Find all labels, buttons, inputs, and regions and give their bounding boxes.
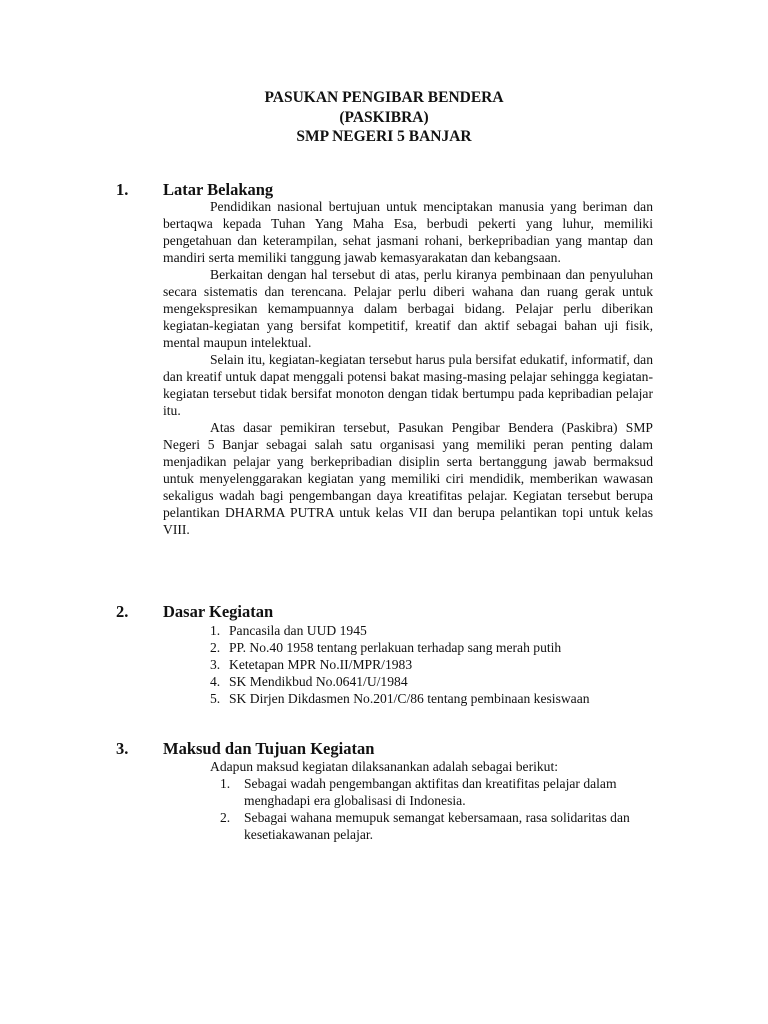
paragraph-1: Pendidikan nasional bertujuan untuk menciptakan manusia yang beriman dan bertaqwa kepada Tuhan Yang Maha Esa, berbudi pekerti yang luhur, memiliki pengetahuan dan keterampilan, sehat jasmani rohani, berkepribadian yang mantap dan mandiri serta memiliki tanggung jawab kemasyarakatan dan kebangsaan.	[163, 199, 653, 265]
title-line-2: (PASKIBRA)	[339, 108, 429, 126]
title-line-3: SMP NEGERI 5 BANJAR	[296, 128, 472, 145]
title-line-1: PASUKAN PENGIBAR BENDERA	[264, 89, 504, 106]
list-item	[220, 809, 660, 843]
list-item	[210, 639, 660, 656]
list-item-number: 2.	[210, 640, 221, 655]
section-1-number: 1.	[116, 180, 129, 199]
dasar-kegiatan-list	[210, 622, 660, 707]
paragraph-3: Selain itu, kegiatan-kegiatan tersebut harus pula bersifat edukatif, informatif, dan dan kreatif untuk dapat menggali potensi bakat masing-masing pelajar sehingga kegiatan-kegiatan tersebut tidak bersifat monoton dengan tidak bertumpu pada kepribadian pelajar itu.	[163, 352, 653, 418]
section-1-body	[163, 198, 653, 538]
list-item-text: Ketetapan MPR No.II/MPR/1983	[229, 657, 413, 672]
list-item-number: 4.	[210, 674, 221, 689]
section-2-title: Dasar Kegiatan	[163, 602, 274, 621]
list-item-text: SK Dirjen Dikdasmen No.201/C/86 tentang pembinaan kesiswaan	[229, 691, 590, 706]
section-3-number: 3.	[116, 739, 129, 758]
list-item-number: 2.	[220, 810, 231, 825]
maksud-tujuan-list	[220, 775, 660, 843]
paragraph-2: Berkaitan dengan hal tersebut di atas, perlu kiranya pembinaan dan penyuluhan secara sistematis dan terencana. Pelajar perlu diberi wahana dan ruang gerak untuk mengekspresikan kemampuannya dalam berbagai bidang. Pelajar perlu diberikan kegiatan-kegiatan yang bersifat kompetitif, kreatif dan aktif sebagai bahan uji fisik, mental maupun intelektual.	[163, 267, 653, 350]
section-1-title: Latar Belakang	[163, 180, 274, 199]
list-item-number: 5.	[210, 691, 221, 706]
list-item-number: 1.	[220, 776, 231, 791]
section-3-intro: Adapun maksud kegiatan dilaksanankan adalah sebagai berikut:	[210, 759, 559, 774]
paragraph-4: Atas dasar pemikiran tersebut, Pasukan Pengibar Bendera (Paskibra) SMP Negeri 5 Banjar sebagai salah satu organisasi yang memiliki peran penting dalam menjadikan pelajar yang berkepribadian disiplin serta bertanggung jawab bermaksud untuk menyelenggarakan kegiatan yang memiliki ciri mendidik, memberikan wawasan sekaligus wadah bagi pengembangan daya kreatifitas pelajar. Kegiatan tersebut berupa pelantikan DHARMA PUTRA untuk kelas VII dan berupa pelantikan topi untuk kelas VIII.	[163, 420, 653, 537]
list-item-text: Pancasila dan UUD 1945	[229, 623, 367, 638]
section-3-title: Maksud dan Tujuan Kegiatan	[163, 739, 375, 758]
document-title	[0, 88, 768, 147]
list-item-number: 3.	[210, 657, 221, 672]
list-item-text: Sebagai wadah pengembangan aktifitas dan kreatifitas pelajar dalam menghadapi era globalisasi di Indonesia.	[244, 776, 617, 808]
list-item-text: PP. No.40 1958 tentang perlakuan terhadap sang merah putih	[229, 640, 562, 655]
list-item-text: SK Mendikbud No.0641/U/1984	[229, 674, 408, 689]
section-2-number: 2.	[116, 602, 129, 621]
list-item-text: Sebagai wahana memupuk semangat kebersamaan, rasa solidaritas dan kesetiakawanan pelajar.	[244, 810, 630, 842]
list-item-number: 1.	[210, 623, 221, 638]
list-item	[210, 690, 660, 707]
list-item	[210, 656, 660, 673]
list-item	[220, 775, 660, 809]
list-item	[210, 622, 660, 639]
list-item	[210, 673, 660, 690]
